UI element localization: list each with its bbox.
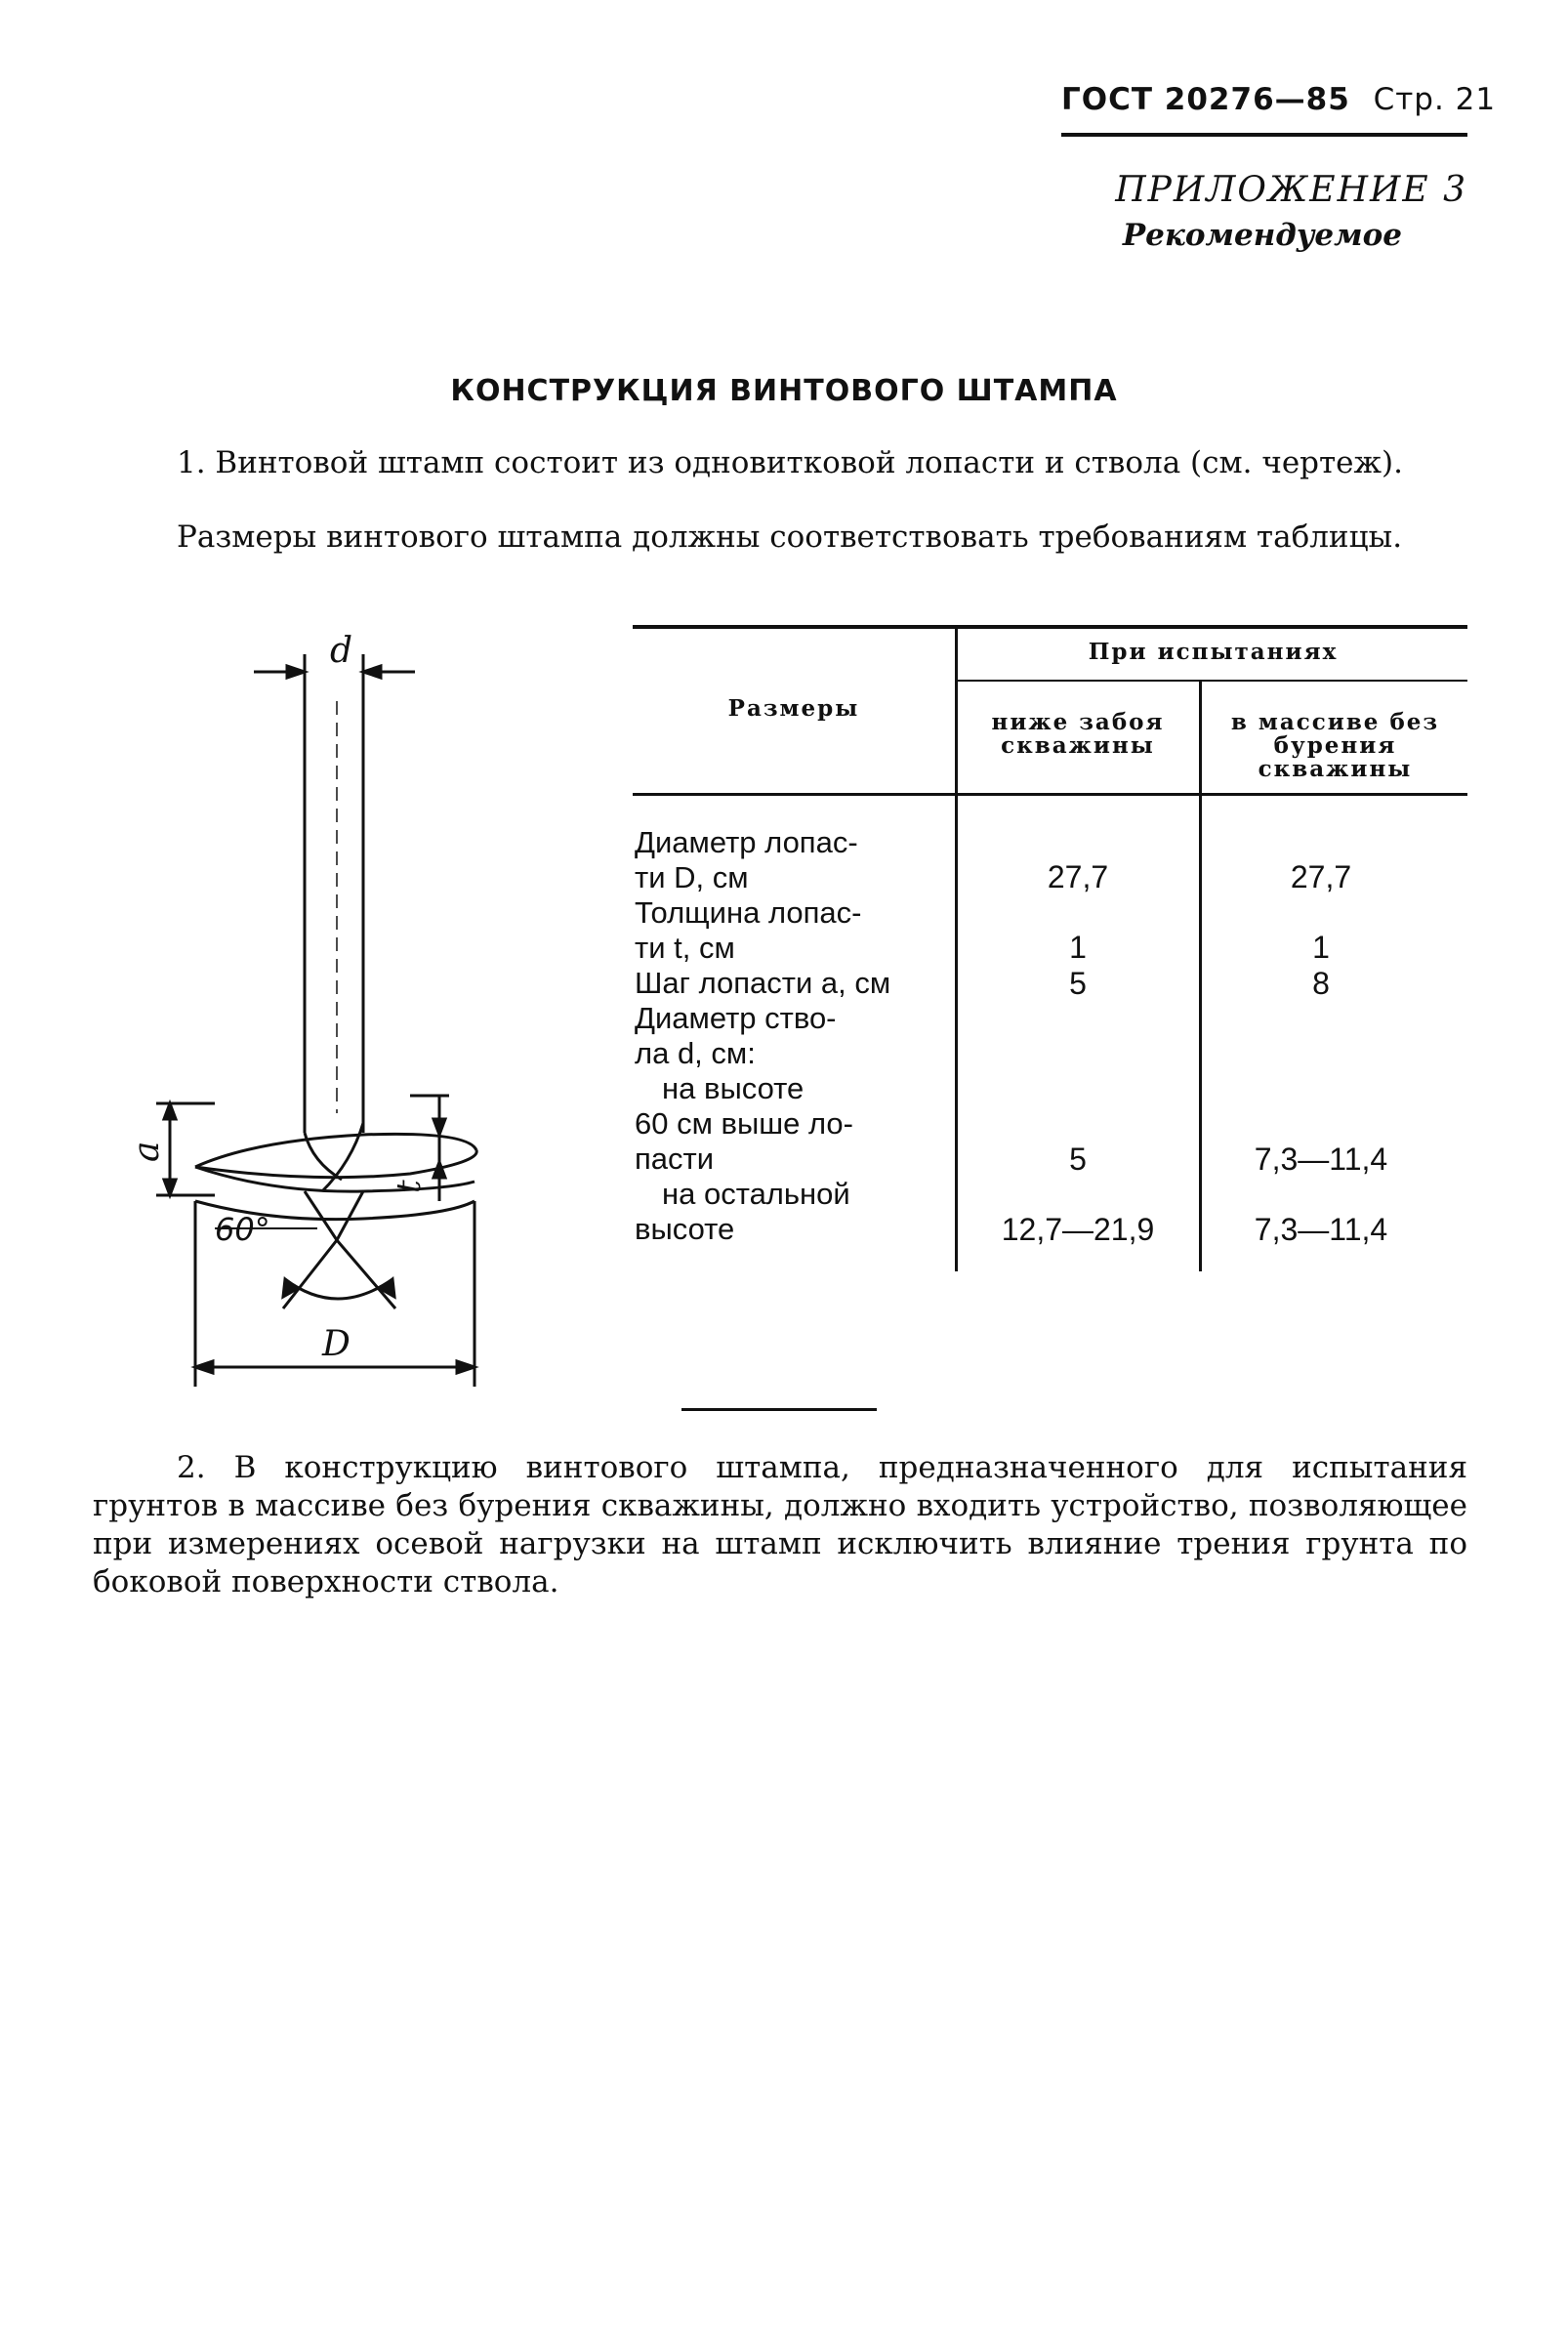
table-col1-divider <box>955 627 958 1271</box>
header-massif-line2: бурения скважины <box>1258 732 1413 782</box>
header-sizes: Размеры <box>727 695 860 722</box>
page-header <box>1061 82 1497 117</box>
table-row: на остальной высоте <box>635 1177 850 1246</box>
table-row: Шаг лопасти a, см <box>635 966 891 1000</box>
cell-below: 5 <box>1069 1142 1087 1177</box>
table-top-rule <box>633 625 1467 629</box>
standard-number: ГОСТ 20276—85 <box>1061 82 1350 117</box>
table-header-rule <box>633 793 1467 796</box>
cell-below: 12,7—21,9 <box>1001 1212 1155 1247</box>
header-below-line1: ниже забоя <box>991 709 1165 735</box>
header-massif <box>1203 711 1467 781</box>
cell-below: 27,7 <box>1047 859 1109 894</box>
header-group: При испытаниях <box>1088 639 1339 665</box>
cell-below: 1 <box>1069 930 1087 965</box>
label-d: d <box>330 631 353 671</box>
table-col2-divider <box>1199 682 1202 1271</box>
table-row: на высоте 60 см выше ло- пасти <box>635 1071 853 1176</box>
table-row: Диаметр лопас- ти D, см <box>635 825 858 894</box>
header-below <box>959 711 1197 758</box>
cell-massif: 8 <box>1312 966 1330 1001</box>
paragraph-1: 1. Винтовой штамп состоит из одновитковой лопасти и ствола (см. чертеж). <box>177 445 1403 480</box>
blade-upper <box>195 1134 476 1167</box>
paragraph-1b: Размеры винтового штампа должны соответствовать требованиям таблицы. <box>177 519 1403 555</box>
page-number: Стр. 21 <box>1373 82 1497 117</box>
cell-massif: 7,3—11,4 <box>1254 1212 1388 1247</box>
label-t: t <box>390 1180 429 1193</box>
label-a: a <box>127 1141 167 1162</box>
cell-below: 5 <box>1069 966 1087 1001</box>
document-title: КОНСТРУКЦИЯ ВИНТОВОГО ШТАМПА <box>450 374 1118 408</box>
label-D: D <box>322 1324 351 1364</box>
header-below-line2: скважины <box>1001 732 1155 759</box>
table-row: Толщина лопас- ти t, см <box>635 895 862 965</box>
header-rule <box>1061 133 1467 137</box>
paragraph-2: 2. В конструкцию винтового штампа, предназначенного для испытания грунтов в массиве без бурения скважины, должно входить устройство, позволяющее при измерениях осевой нагрузки на штамп исключить влияние трения грунта по боковой поверхности ствола. <box>93 1450 1467 1599</box>
appendix-subtitle: Рекомендуемое <box>1122 218 1402 253</box>
cell-massif: 27,7 <box>1290 859 1352 894</box>
table-row: Диаметр ство- ла d, см: <box>635 1001 837 1070</box>
header-massif-line1: в массиве без <box>1230 709 1440 735</box>
appendix-title: ПРИЛОЖЕНИЕ 3 <box>1115 170 1467 210</box>
cell-massif: 1 <box>1312 930 1330 965</box>
table-group-rule <box>957 680 1467 682</box>
screw-plate-drawing <box>117 615 508 1396</box>
label-angle: 60° <box>215 1211 270 1248</box>
closing-rule <box>681 1408 877 1411</box>
cell-massif: 7,3—11,4 <box>1254 1142 1388 1177</box>
